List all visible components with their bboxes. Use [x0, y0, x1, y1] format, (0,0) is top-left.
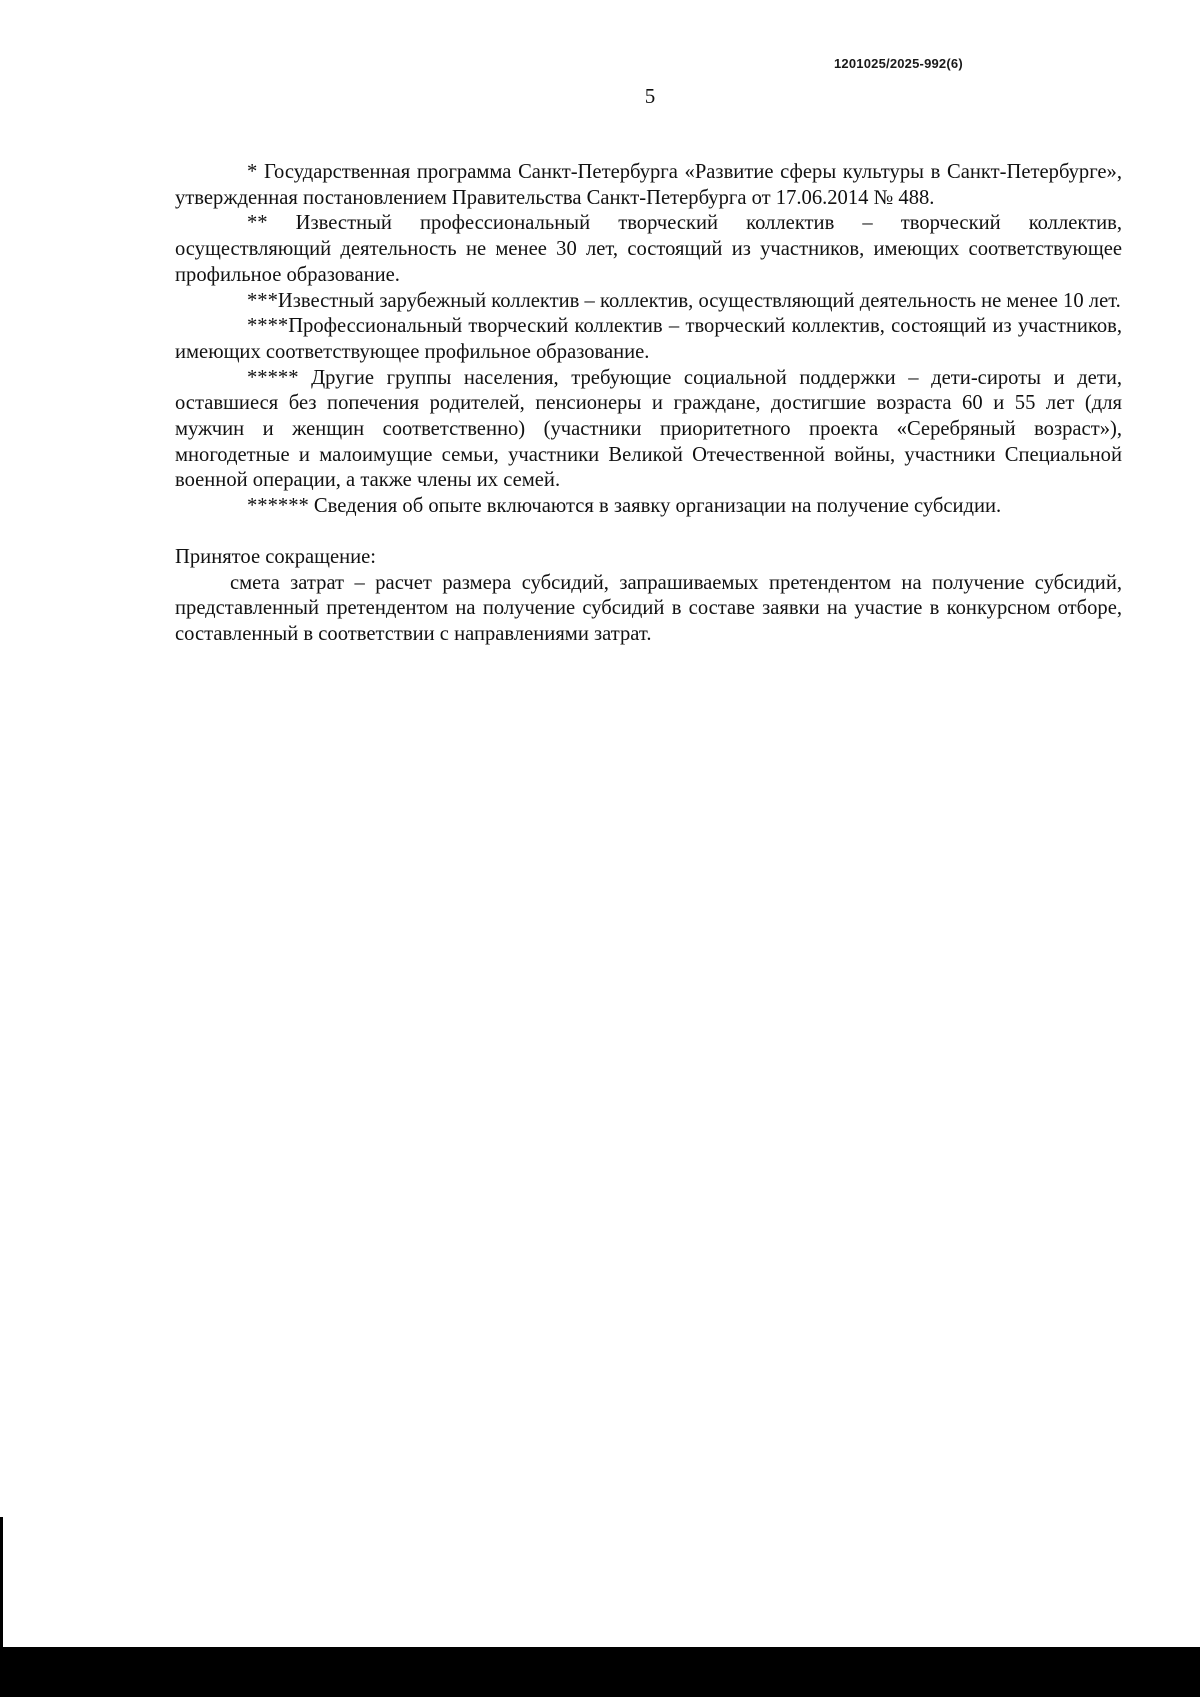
- footnote-2: ** Известный профессиональный творческий коллектив – творческий коллектив, осуществляющий деятельность не менее 30 лет, состоящий из участников, имеющих соответствующее профильное образование.: [175, 212, 1122, 286]
- document-body: [175, 160, 1122, 648]
- footnote-5: ***** Другие группы населения, требующие социальной поддержки – дети-сироты и дети, оставшиеся без попечения родителей, пенсионеры и граждане, достигшие возраста 60 и 55 лет (для мужчин и женщин соответственно) (участники приоритетного проекта «Серебряный возраст»), многодетные и малоимущие семьи, участники Великой Отечественной войны, участники Специальной военной операции, а также члены их семей.: [175, 366, 1122, 492]
- scan-bottom-border: [0, 1647, 1200, 1697]
- page-number: 5: [644, 84, 656, 108]
- footnote-3: ***Известный зарубежный коллектив – коллектив, осуществляющий деятельность не менее 10 лет.: [247, 289, 1121, 312]
- footnote-6: ****** Сведения об опыте включаются в заявку организации на получение субсидии.: [247, 495, 1002, 518]
- abbreviation-definition: смета затрат – расчет размера субсидий, запрашиваемых претендентом на получение субсидий, представленный претендентом на получение субсидий в составе заявки на участие в конкурсном отборе, составленный в соответствии с направлениями затрат.: [175, 571, 1122, 645]
- abbreviations-heading: Принятое сокращение:: [175, 545, 377, 568]
- scan-edge-shadow: [0, 1517, 3, 1647]
- footnote-4: ****Профессиональный творческий коллектив – творческий коллектив, состоящий из участников, имеющих соответствующее профильное образование.: [175, 315, 1122, 363]
- document-registration-code: 1201025/2025-992(6): [834, 56, 963, 71]
- footnote-1: * Государственная программа Санкт-Петербурга «Развитие сферы культуры в Санкт-Петербурге», утвержденная постановлением Правительства Санкт-Петербурга от 17.06.2014 № 488.: [175, 161, 1122, 209]
